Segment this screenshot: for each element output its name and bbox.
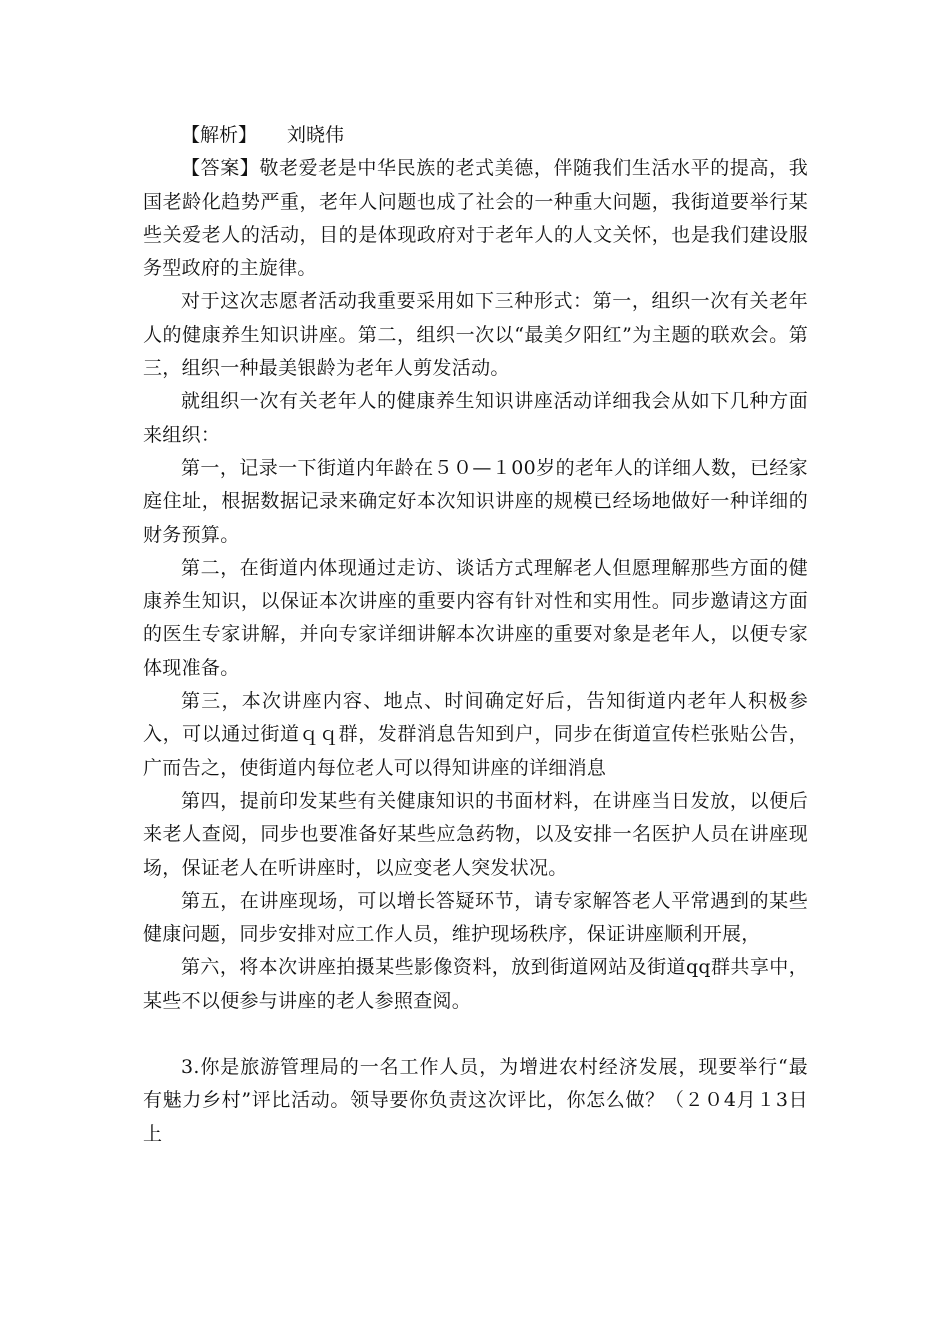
paragraph-step-1: 第一，记录一下街道内年龄在５０—１00岁的老年人的详细人数，已经家庭住址，根据数据记录来确定好本次知识讲座的规模已经场地做好一种详细的财务预算。 <box>143 456 808 546</box>
paragraph-forms: 对于这次志愿者活动我重要采用如下三种形式：第一，组织一次有关老年人的健康养生知识讲座。第二，组织一次以“最美夕阳红”为主题的联欢会。第三，组织一种最美银龄为老年人剪发活动。 <box>143 290 808 380</box>
question-3: 3.你是旅游管理局的一名工作人员，为增进农村经济发展，现要举行“最有魅力乡村”评比活动。领导要你负责这次评比，你怎么做？（２０4月１3日上 <box>143 1056 808 1145</box>
analysis-header <box>143 119 808 152</box>
paragraph-step-6: 第六，将本次讲座拍摄某些影像资料，放到街道网站及街道qq群共享中，某些不以便参与讲座的老人参照查阅。 <box>143 956 808 1012</box>
analysis-label: 【解析】 <box>181 124 258 146</box>
author-name: 刘晓伟 <box>287 124 345 146</box>
paragraph-step-5: 第五，在讲座现场，可以增长答疑环节，请专家解答老人平常遇到的某些健康问题，同步安排对应工作人员，维护现场秩序，保证讲座顺利开展， <box>143 889 808 946</box>
paragraph-step-3: 第三，本次讲座内容、地点、时间确定好后，告知街道内老年人积极参入，可以通过街道ｑｑ群，发群消息告知到户，同步在街道宣传栏张贴公告，广而告之，使街道内每位老人可以得知讲座的详细消息 <box>143 690 808 779</box>
paragraph-step-2: 第二，在街道内体现通过走访、谈话方式理解老人但愿理解那些方面的健康养生知识，以保证本次讲座的重要内容有针对性和实用性。同步邀请这方面的医生专家讲解，并向专家详细讲解本次讲座的重要对象是老年人，以便专家体现准备。 <box>143 556 808 679</box>
blank-line <box>143 1018 808 1051</box>
document-body <box>143 119 808 1151</box>
paragraph-step-4: 第四，提前印发某些有关健康知识的书面材料，在讲座当日发放，以便后来老人查阅，同步也要准备好某些应急药物，以及安排一名医护人员在讲座现场，保证老人在听讲座时，以应变老人突发状况。 <box>143 789 808 879</box>
answer-paragraph: 【答案】敬老爱老是中华民族的老式美德，伴随我们生活水平的提高，我国老龄化趋势严重，老年人问题也成了社会的一种重大问题，我街道要举行某些关爱老人的活动，目的是体现政府对于老年人的人文关怀，也是我们建设服务型政府的主旋律。 <box>143 157 808 280</box>
paragraph-organize-intro: 就组织一次有关老年人的健康养生知识讲座活动详细我会从如下几种方面来组织： <box>143 390 808 446</box>
